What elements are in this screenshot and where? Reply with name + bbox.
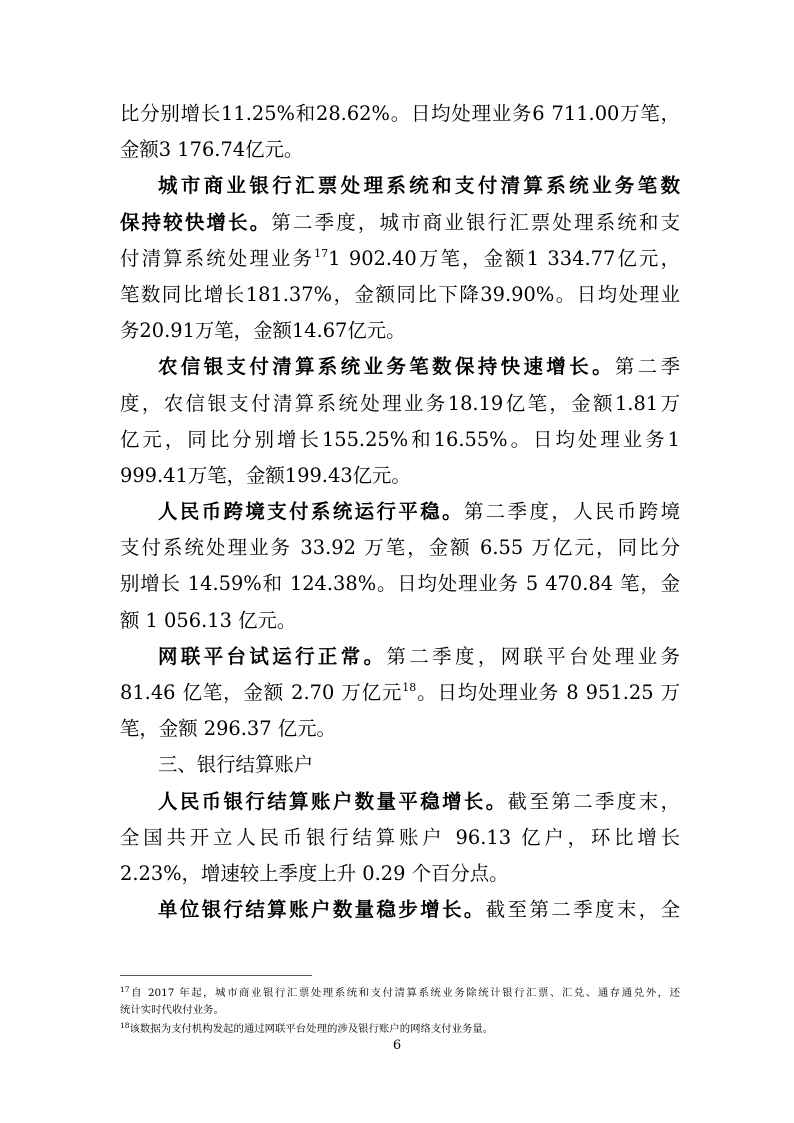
text-line	[120, 205, 680, 241]
text-run: 81.46 亿笔，金额 2.70 万亿元	[120, 681, 403, 704]
text-line	[120, 639, 680, 675]
text-line: 支付系统处理业务 33.92 万笔，金额 6.55 万亿元，同比分	[120, 536, 680, 560]
bold-lead: 单位银行结算账户数量稳步增长。	[158, 898, 486, 922]
text-run: 1 902.40万笔，金额1 334.77亿元，	[328, 246, 681, 270]
text-run: 第二季度，人民币跨境	[463, 500, 681, 524]
text-line: 别增长 14.59%和 124.38%。日均处理业务 5 470.84 笔，金	[120, 572, 680, 596]
text-run: 第二季度，网联平台处理业务	[386, 644, 681, 668]
bold-lead: 保持较快增长。	[120, 210, 272, 234]
text-line: 999.41万笔，金额199.43亿元。	[120, 463, 411, 487]
footnote-ref: 17	[314, 246, 329, 260]
footnote-text: 自 2017 年起，城市商业银行汇票处理系统和支付清算系统业务除统计银行汇票、汇兑、通存通兑外，还	[129, 987, 680, 999]
text-line: 度，农信银支付清算系统处理业务18.19亿笔，金额1.81万	[120, 391, 680, 415]
text-line	[120, 675, 680, 711]
footnotes	[120, 982, 680, 1038]
text-line: 比分别增长11.25%和28.62%。日均处理业务6 711.00万笔，	[120, 102, 680, 125]
text-line: 金额3 176.74亿元。	[120, 138, 304, 162]
body-text	[120, 96, 680, 928]
text-line: 全国共开立人民币银行结算账户 96.13 亿户，环比增长	[120, 825, 680, 849]
bold-lead: 农信银支付清算系统业务笔数保持快速增长。	[158, 355, 615, 379]
section-heading-line	[120, 168, 680, 204]
text-line: 务20.91万笔，金额14.67亿元。	[120, 319, 406, 343]
section-title: 三、银行结算账户	[158, 753, 314, 777]
text-line	[120, 349, 680, 385]
text-run: 付清算系统处理业务	[120, 246, 315, 270]
text-line: 笔，金额 296.37 亿元。	[120, 717, 336, 741]
text-line	[120, 892, 680, 928]
footnote-text: 该数据为支付机构发起的通过网联平台处理的涉及银行账户的网络支付业务量。	[129, 1023, 494, 1035]
text-run: 截至第二季度末，全	[485, 898, 681, 922]
footnote-17-cont: 统计实时代收付业务。	[120, 1003, 224, 1016]
bold-lead: 人民币跨境支付系统运行平稳。	[158, 500, 464, 524]
footnote-17	[120, 982, 680, 1002]
text-run: 第二季度，城市商业银行汇票处理系统和支	[271, 210, 681, 234]
text-line: 2.23%，增速较上季度上升 0.29 个百分点。	[120, 861, 509, 885]
text-line: 亿元，同比分别增长155.25%和16.55%。日均处理业务1	[120, 427, 680, 451]
footnote-mark: 18	[120, 1021, 130, 1030]
bold-lead: 城市商业银行汇票处理系统和支付清算系统业务笔数	[158, 174, 680, 198]
text-run: 截至第二季度末，	[507, 789, 680, 813]
footnote-18	[120, 1018, 680, 1038]
text-line	[120, 494, 680, 530]
text-line: 额 1 056.13 亿元。	[120, 608, 297, 632]
footnote-ref: 18	[402, 681, 417, 694]
text-run: 。日均处理业务 8 951.25 万	[416, 681, 680, 704]
text-line: 笔数同比增长181.37%，金额同比下降39.90%。日均处理业	[120, 282, 680, 306]
text-line	[120, 241, 680, 277]
text-run: 第二季	[614, 355, 681, 379]
footnote-separator	[120, 975, 312, 976]
bold-lead: 人民币银行结算账户数量平稳增长。	[158, 789, 508, 813]
footnote-mark: 17	[120, 985, 130, 994]
text-line	[120, 784, 680, 820]
bold-lead: 网联平台试运行正常。	[158, 644, 387, 668]
page-number: 6	[392, 1038, 402, 1053]
